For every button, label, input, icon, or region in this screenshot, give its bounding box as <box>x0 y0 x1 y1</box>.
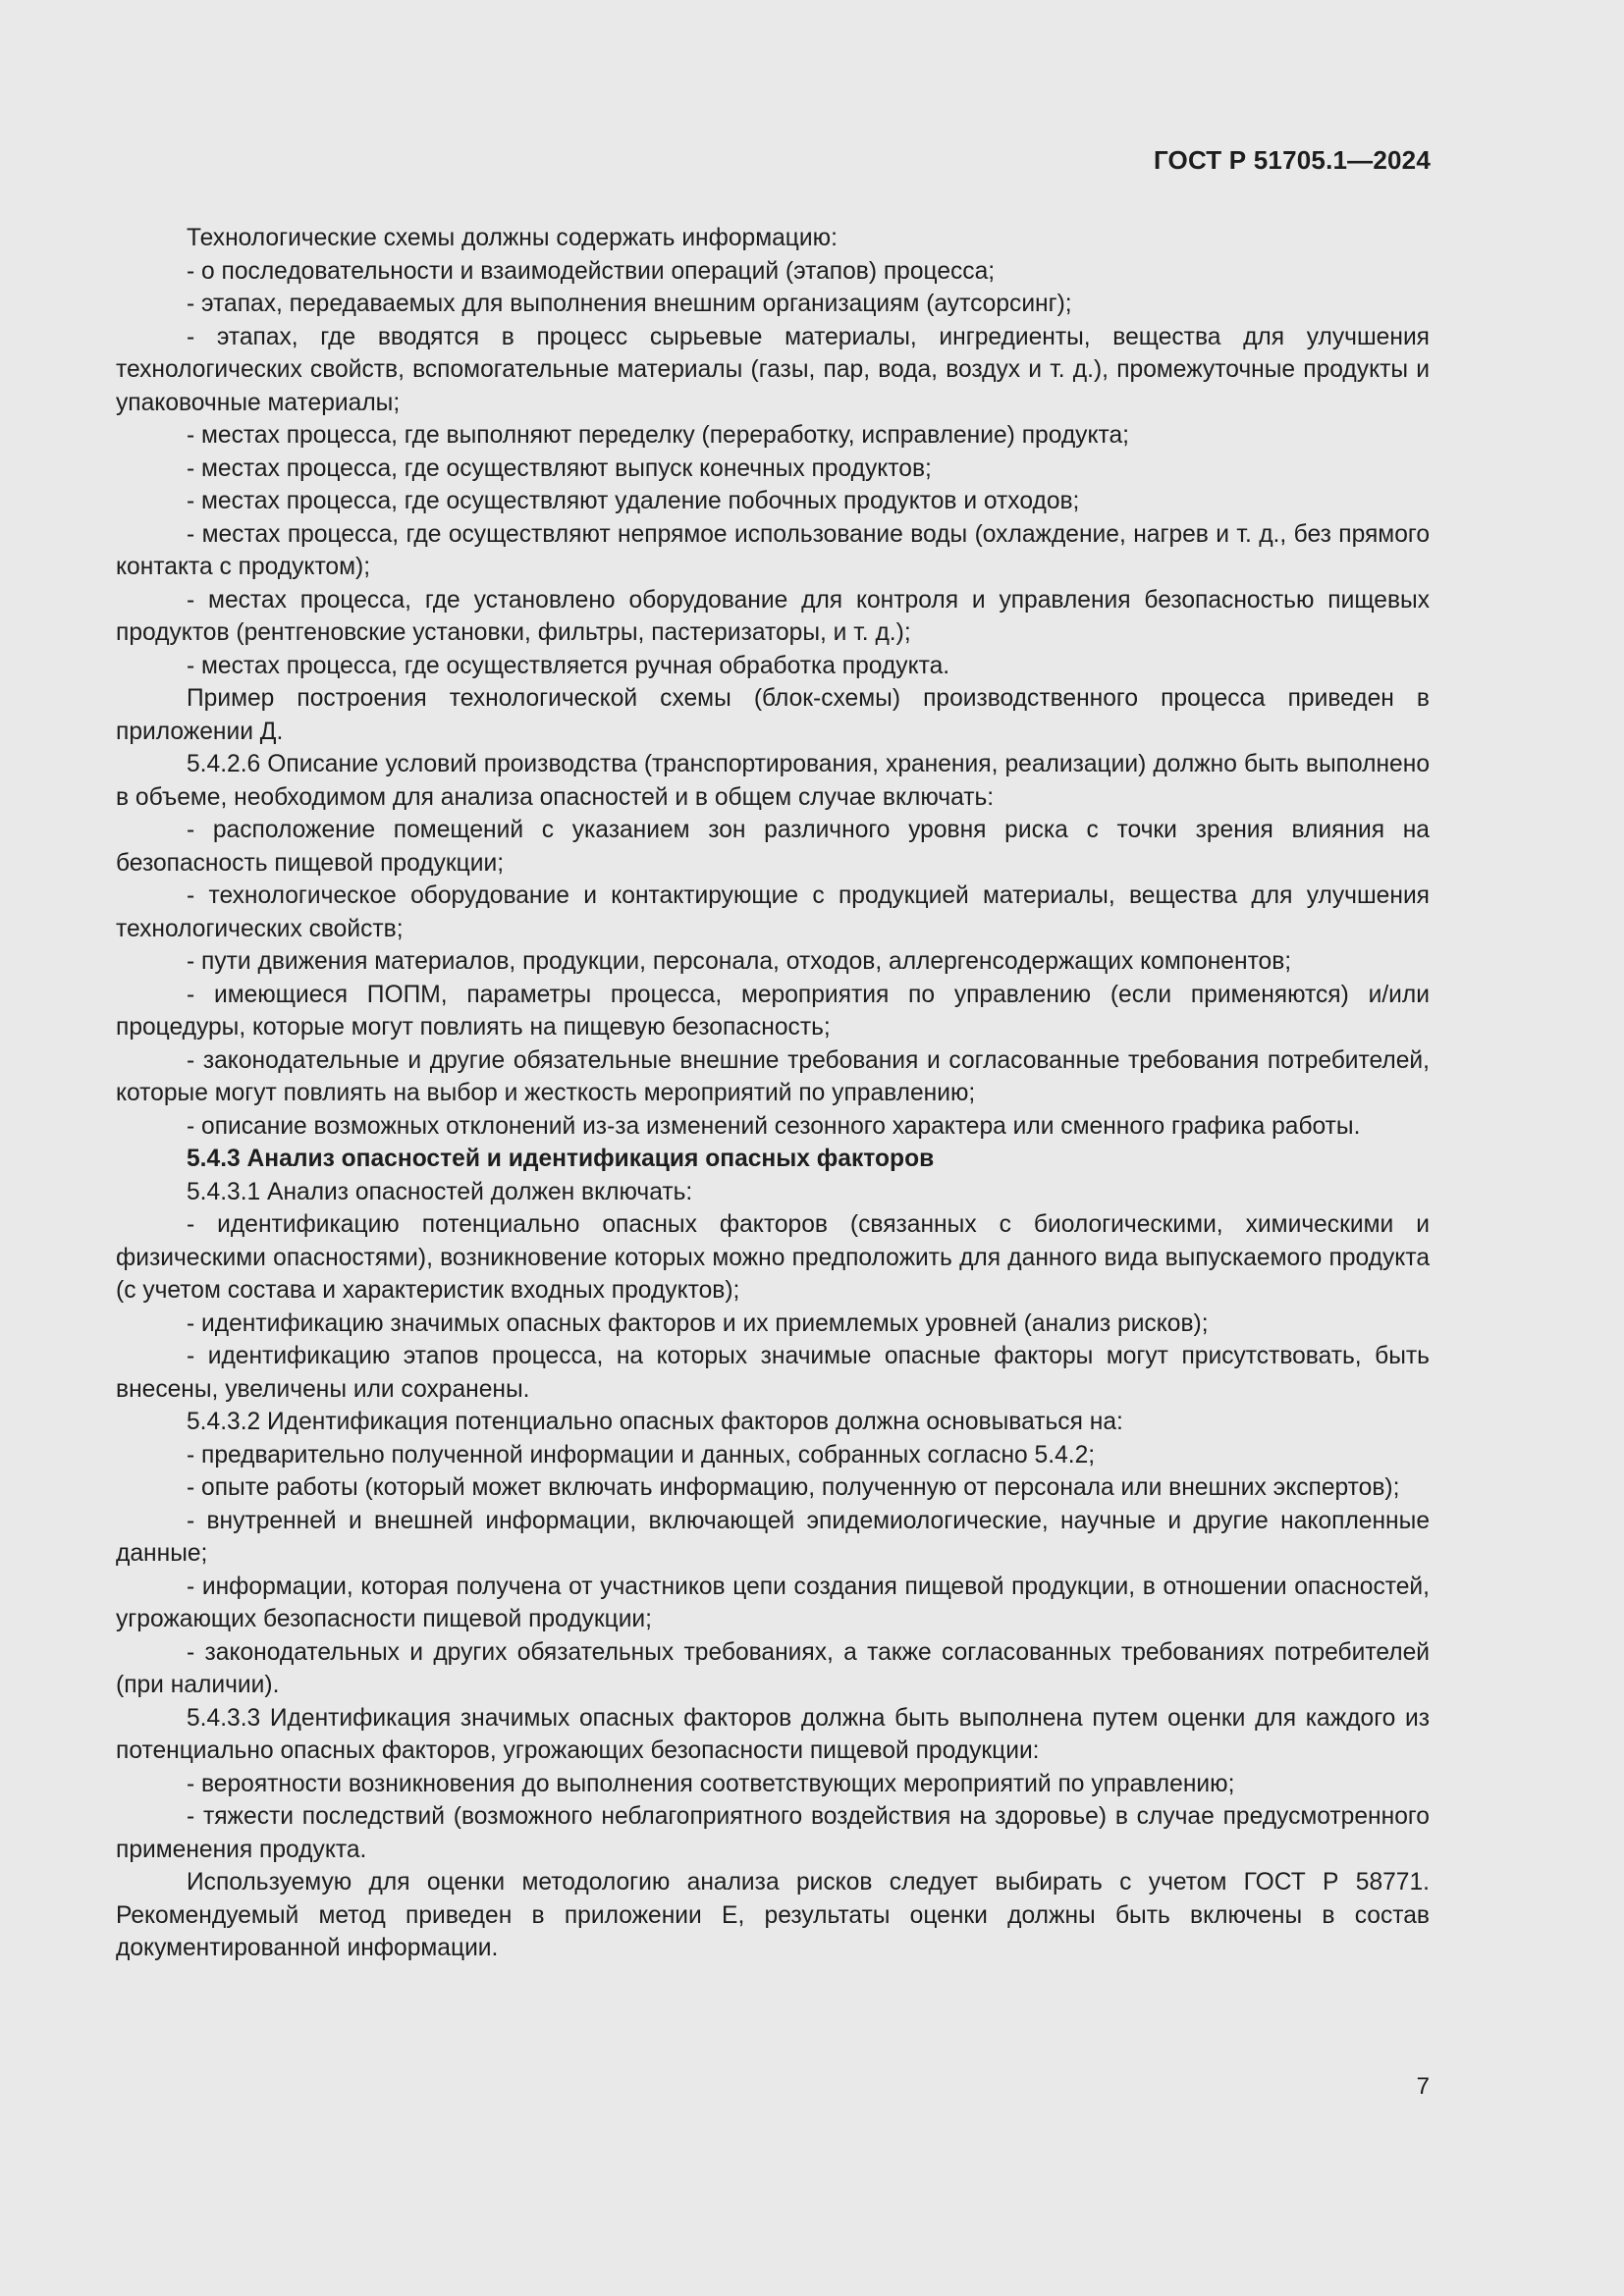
list-item: - местах процесса, где выполняют переделку (переработку, исправление) продукта; <box>187 422 1130 449</box>
list-item: - опыте работы (который может включать информацию, полученную от персонала или внешних экспертов); <box>187 1474 1400 1501</box>
list-item: - местах процесса, где осуществляют непрямое использование воды (охлаждение, нагрев и т. д., без прямого контакта с продуктом); <box>116 520 1430 580</box>
list-item: - тяжести последствий (возможного неблагоприятного воздействия на здоровье) в случае предусмотренного применения продукта. <box>116 1803 1430 1863</box>
list-item: - местах процесса, где установлено оборудование для контроля и управления безопасностью пищевых продуктов (рентгеновские установки, фильтры, пастеризаторы, и т. д.); <box>116 586 1430 646</box>
list-item: - предварительно полученной информации и данных, собранных согласно 5.4.2; <box>187 1441 1096 1468</box>
list-item: - пути движения материалов, продукции, персонала, отходов, аллергенсодержащих компонентов; <box>187 948 1292 975</box>
section-heading: 5.4.3 Анализ опасностей и идентификация опасных факторов <box>187 1146 935 1172</box>
list-item: - местах процесса, где осуществляют удаление побочных продуктов и отходов; <box>187 488 1080 514</box>
paragraph: 5.4.2.6 Описание условий производства (транспортирования, хранения, реализации) должно быть выполнено в объеме, необходимом для анализа опасностей и в общем случае включать: <box>116 751 1430 811</box>
document-code: ГОСТ Р 51705.1—2024 <box>1153 145 1431 175</box>
paragraph: 5.4.3.1 Анализ опасностей должен включать: <box>187 1178 693 1205</box>
list-item: - технологическое оборудование и контактирующие с продукцией материалы, вещества для улучшения технологических свойств; <box>116 882 1430 942</box>
list-item: - этапах, где вводятся в процесс сырьевые материалы, ингредиенты, вещества для улучшения технологических свойств, вспомогательные материалы (газы, пар, вода, воздух и т. д.), промежуточные продукты и упаковочные материалы; <box>116 323 1430 416</box>
page-number: 7 <box>1416 2073 1430 2100</box>
list-item: - имеющиеся ПОПМ, параметры процесса, мероприятия по управлению (если применяются) и/или процедуры, которые могут повлиять на пищевую безопасность; <box>116 981 1430 1041</box>
list-item: - местах процесса, где осуществляют выпуск конечных продуктов; <box>187 454 932 482</box>
paragraph: 5.4.3.2 Идентификация потенциально опасных факторов должна основываться на: <box>187 1409 1123 1435</box>
list-item: - идентификацию потенциально опасных факторов (связанных с биологическими, химическими и физическими опасностями), возникновение которых можно предположить для данного вида выпускаемого продукта (с учетом состава и характеристик входных продуктов); <box>116 1211 1430 1304</box>
list-item: - законодательные и другие обязательные внешние требования и согласованные требования потребителей, которые могут повлиять на выбор и жесткость мероприятий по управлению; <box>116 1046 1430 1106</box>
paragraph: 5.4.3.3 Идентификация значимых опасных факторов должна быть выполнена путем оценки для каждого из потенциально опасных факторов, угрожающих безопасности пищевой продукции: <box>116 1704 1430 1764</box>
list-item: - расположение помещений с указанием зон различного уровня риска с точки зрения влияния на безопасность пищевой продукции; <box>116 817 1430 877</box>
body-text <box>116 222 1430 1965</box>
list-item: - информации, которая получена от участников цепи создания пищевой продукции, в отношении опасностей, угрожающих безопасности пищевой продукции; <box>116 1573 1430 1632</box>
paragraph: Пример построения технологической схемы (блок-схемы) производственного процесса приведен в приложении Д. <box>116 685 1430 745</box>
list-item: - законодательных и других обязательных требованиях, а также согласованных требованиях потребителей (при наличии). <box>116 1638 1430 1698</box>
list-item: - идентификацию значимых опасных факторов и их приемлемых уровней (анализ рисков); <box>187 1309 1209 1337</box>
list-item: - вероятности возникновения до выполнения соответствующих мероприятий по управлению; <box>187 1770 1235 1797</box>
paragraph: Используемую для оценки методологию анализа рисков следует выбирать с учетом ГОСТ Р 58771. Рекомендуемый метод приведен в приложении Е, результаты оценки должны быть включены в состав документированной информации. <box>116 1869 1430 1961</box>
list-item: - описание возможных отклонений из-за изменений сезонного характера или сменного графика работы. <box>187 1112 1361 1140</box>
list-item: - этапах, передаваемых для выполнения внешним организациям (аутсорсинг); <box>187 291 1072 317</box>
list-item: - местах процесса, где осуществляется ручная обработка продукта. <box>187 652 950 679</box>
list-item: - о последовательности и взаимодействии операций (этапов) процесса; <box>187 257 996 285</box>
list-item: - идентификацию этапов процесса, на которых значимые опасные факторы могут присутствовать, быть внесены, увеличены или сохранены. <box>116 1343 1430 1403</box>
list-item: - внутренней и внешней информации, включающей эпидемиологические, научные и другие накопленные данные; <box>116 1507 1430 1567</box>
paragraph: Технологические схемы должны содержать информацию: <box>187 225 838 251</box>
